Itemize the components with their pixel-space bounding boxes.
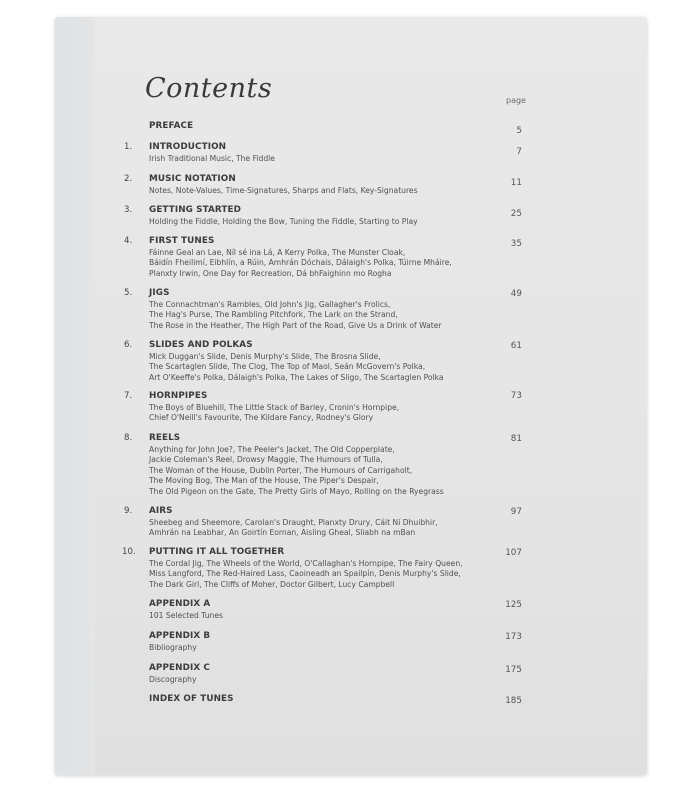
entry-heading: MUSIC NOTATION — [149, 174, 236, 184]
entry-line: Art O'Keeffe's Polka, Dálaigh's Polka, The Lakes of Sligo, The Scartaglen Polka — [149, 372, 444, 382]
entry-number: 10. — [122, 547, 136, 557]
entry-line: Fáinne Geal an Lae, Níl sé ina Lá, A Kerry Polka, The Munster Cloak, — [149, 248, 406, 257]
entry-page: 35 — [510, 239, 522, 249]
entry-contents — [149, 445, 444, 497]
entry-heading: PREFACE — [149, 121, 194, 131]
entry-line: Miss Langford, The Red-Haired Lass, Caoineadh an Spailpín, Denis Murphy's Slide, — [149, 569, 461, 579]
entry-page: 5 — [516, 126, 522, 136]
entry-number: 2. — [124, 174, 133, 184]
entry-contents — [149, 675, 196, 685]
entry-number: 7. — [124, 391, 133, 401]
entry-line: The Connachtman's Rambles, Old John's Jig, Gallagher's Frolics, — [149, 300, 391, 309]
entry-contents — [149, 518, 438, 539]
entry-line: Sheebeg and Sheemore, Carolan's Draught, Planxty Drury, Cáit Ní Dhuibhir, — [149, 518, 438, 527]
entry-line: Jackie Coleman's Reel, Drowsy Maggie, The Humours of Tulla, — [149, 455, 383, 465]
entry-heading: JIGS — [149, 288, 170, 298]
entry-line: Planxty Irwin, One Day for Recreation, Dá bhFaighinn mo Rogha — [149, 268, 392, 278]
entry-heading: FIRST TUNES — [149, 236, 215, 246]
entry-page: 107 — [505, 548, 522, 558]
entry-page: 7 — [516, 147, 522, 157]
entry-number: 3. — [124, 205, 133, 215]
entry-line: The Boys of Bluehill, The Little Stack of Barley, Cronin's Hornpipe, — [149, 403, 400, 412]
entry-page: 73 — [510, 391, 522, 401]
page-spine-shading — [55, 17, 95, 775]
entry-line: Chief O'Neill's Favourite, The Kildare Fancy, Rodney's Glory — [149, 413, 374, 423]
page-title: Contents — [145, 73, 273, 104]
entry-number: 1. — [124, 142, 133, 152]
entry-contents — [149, 186, 418, 196]
entry-heading: INTRODUCTION — [149, 142, 227, 152]
entry-line: Notes, Note-Values, Time-Signatures, Sharps and Flats, Key-Signatures — [149, 186, 418, 195]
entry-line: The Scartaglen Slide, The Clog, The Top of Maol, Seán McGovern's Polka, — [149, 362, 426, 372]
entry-contents — [149, 154, 275, 164]
entry-line: Amhrán na Leabhar, An Goirtín Eornan, Aisling Gheal, Sliabh na mBan — [149, 528, 416, 538]
entry-heading: APPENDIX C — [149, 663, 210, 673]
entry-page: 11 — [510, 178, 522, 188]
entry-contents — [149, 559, 463, 590]
entry-line: Discography — [149, 675, 197, 684]
entry-page: 61 — [510, 341, 522, 351]
entry-line: 101 Selected Tunes — [149, 611, 223, 620]
entry-contents — [149, 217, 418, 227]
entry-line: The Woman of the House, Dublin Porter, The Humours of Carrigaholt, — [149, 465, 413, 475]
entry-heading: SLIDES AND POLKAS — [149, 340, 253, 350]
entry-contents — [149, 300, 442, 331]
page-column-label: page — [506, 96, 526, 105]
entry-contents — [149, 352, 444, 383]
entry-number: 5. — [124, 288, 133, 298]
entry-line: Holding the Fiddle, Holding the Bow, Tuning the Fiddle, Starting to Play — [149, 217, 418, 226]
entry-page: 49 — [510, 289, 522, 299]
entry-line: The Dark Girl, The Cliffs of Moher, Doctor Gilbert, Lucy Campbell — [149, 579, 395, 589]
entry-contents — [149, 403, 399, 424]
entry-heading: GETTING STARTED — [149, 205, 242, 215]
entry-page: 81 — [510, 434, 522, 444]
entry-page: 175 — [505, 665, 522, 675]
entry-heading: APPENDIX A — [149, 599, 211, 609]
entry-line: Mick Duggan's Slide, Denis Murphy's Slide, The Brosna Slide, — [149, 352, 381, 361]
entry-page: 173 — [505, 632, 522, 642]
entry-contents — [149, 248, 452, 279]
book-page — [55, 17, 647, 775]
entry-line: The Hag's Purse, The Rambling Pitchfork, The Lark on the Strand, — [149, 310, 398, 320]
entry-page: 185 — [505, 696, 522, 706]
entry-heading: AIRS — [149, 506, 173, 516]
entry-number: 8. — [124, 433, 133, 443]
entry-page: 125 — [505, 600, 522, 610]
entry-heading: APPENDIX B — [149, 631, 211, 641]
entry-number: 4. — [124, 236, 133, 246]
entry-number: 9. — [124, 506, 133, 516]
entry-number: 6. — [124, 340, 133, 350]
entry-heading: PUTTING IT ALL TOGETHER — [149, 547, 285, 557]
entry-line: The Moving Bog, The Man of the House, The Piper's Despair, — [149, 476, 379, 486]
entry-heading: INDEX OF TUNES — [149, 694, 234, 704]
entry-heading: REELS — [149, 433, 181, 443]
entry-line: Báidín Fheilimí, Eibhlín, a Rúin, Amhrán Dóchais, Dálaigh's Polka, Túirne Mháire, — [149, 258, 452, 268]
entry-page: 97 — [510, 507, 522, 517]
entry-contents — [149, 611, 223, 621]
entry-line: Irish Traditional Music, The Fiddle — [149, 154, 275, 163]
entry-line: Anything for John Joe?, The Peeler's Jacket, The Old Copperplate, — [149, 445, 395, 454]
entry-line: The Cordal Jig, The Wheels of the World, O'Callaghan's Hornpipe, The Fairy Queen, — [149, 559, 463, 568]
entry-page: 25 — [510, 209, 522, 219]
entry-contents — [149, 643, 197, 653]
entry-line: The Old Pigeon on the Gate, The Pretty Girls of Mayo, Rolling on the Ryegrass — [149, 486, 444, 496]
entry-line: Bibliography — [149, 643, 197, 652]
entry-heading: HORNPIPES — [149, 391, 208, 401]
entry-line: The Rose in the Heather, The High Part of the Road, Give Us a Drink of Water — [149, 320, 442, 330]
